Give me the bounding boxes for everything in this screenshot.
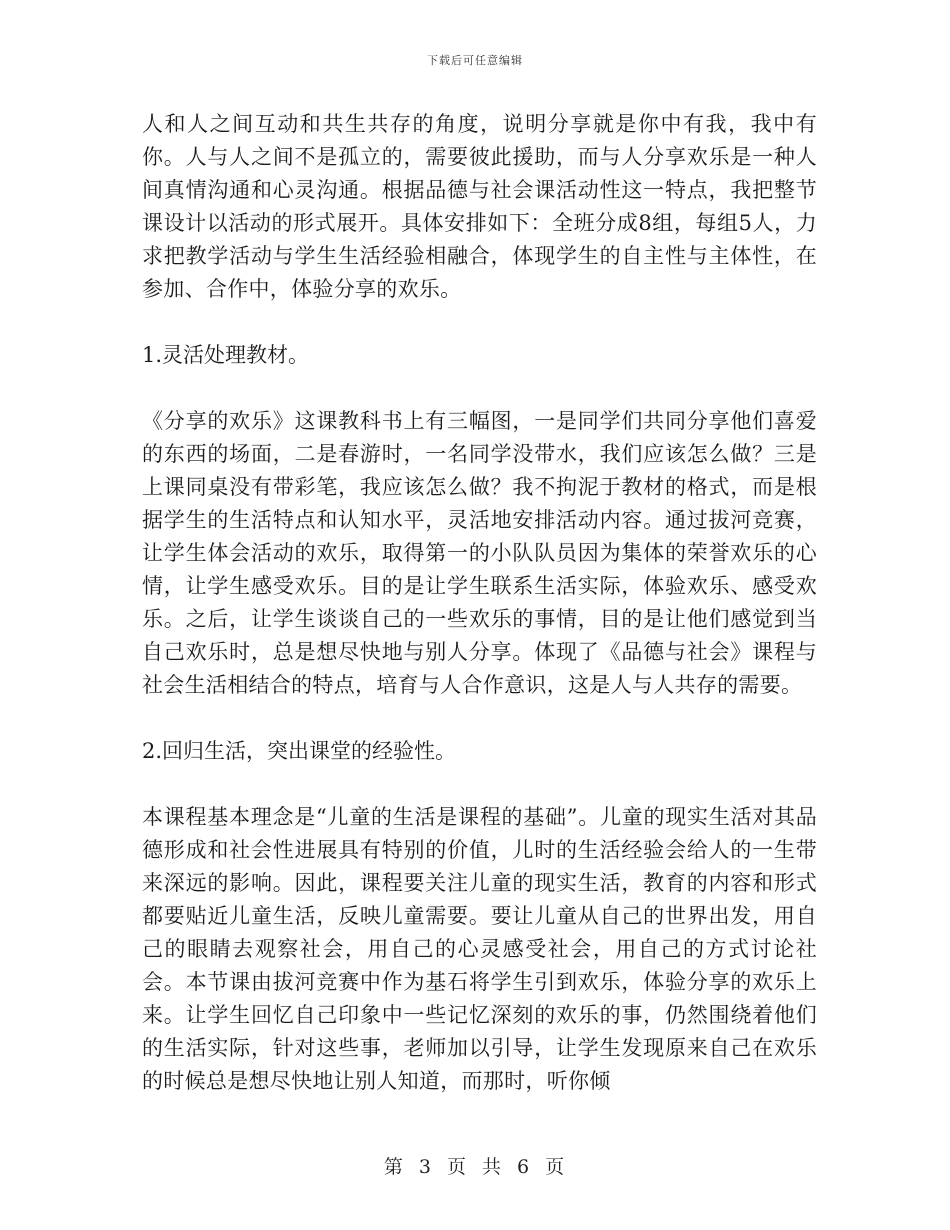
document-body [142, 108, 817, 1098]
paragraph-spacer [142, 372, 817, 405]
page-number-footer: 第 3 页 共 6 页 [383, 1156, 567, 1178]
section-heading-2: 2.回归生活，突出课堂的经验性。 [142, 739, 457, 763]
paragraph-intro: 人和人之间互动和共生共存的角度，说明分享就是你中有我，我中有你。人与人之间不是孤立的，需要彼此援助，而与人分享欢乐是一种人间真情沟通和心灵沟通。根据品德与社会课活动性这一特点，我把整节课设计以活动的形式展开。具体安排如下：全班分成8组，每组5人，力求把教学活动与学生生活经验相融合，体现学生的自主性与主体性，在参加、合作中，体验分享的欢乐。 [142, 112, 817, 301]
paragraph-spacer [142, 768, 817, 801]
paragraph-spacer [142, 702, 817, 735]
header-note: 下载后可任意编辑 [427, 54, 523, 67]
paragraph-section-2: 本课程基本理念是“儿童的生活是课程的基础”。儿童的现实生活对其品德形成和社会性进展具有特别的价值，儿时的生活经验会给人的一生带来深远的影响。因此，课程要关注儿童的现实生活，教育的内容和形式都要贴近儿童生活，反映儿童需要。要让儿童从自己的世界出发，用自己的眼睛去观察社会，用自己的心灵感受社会，用自己的方式讨论社会。本节课由拔河竞赛中作为基石将学生引到欢乐，体验分享的欢乐上来。让学生回忆自己印象中一些记忆深刻的欢乐的事，仍然围绕着他们的生活实际，针对这些事，老师加以引导，让学生发现原来自己在欢乐的时候总是想尽快地让别人知道，而那时，听你倾 [142, 805, 817, 1093]
paragraph-section-1: 《分享的欢乐》这课教科书上有三幅图，一是同学们共同分享他们喜爱的东西的场面，二是春游时，一名同学没带水，我们应该怎么做？三是上课同桌没有带彩笔，我应该怎么做？我不拘泥于教材的格式，而是根据学生的生活特点和认知水平，灵活地安排活动内容。通过拔河竞赛，让学生体会活动的欢乐，取得第一的小队队员因为集体的荣誉欢乐的心情，让学生感受欢乐。目的是让学生联系生活实际，体验欢乐、感受欢乐。之后，让学生谈谈自己的一些欢乐的事情，目的是让他们感觉到当自己欢乐时，总是想尽快地与别人分享。体现了《品德与社会》课程与社会生活相结合的特点，培育与人合作意识，这是人与人共存的需要。 [142, 409, 817, 697]
section-heading-1: 1.灵活处理教材。 [142, 343, 310, 367]
paragraph-spacer [142, 306, 817, 339]
